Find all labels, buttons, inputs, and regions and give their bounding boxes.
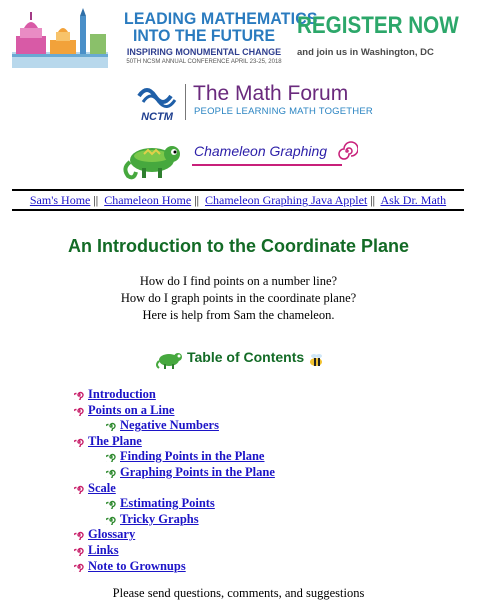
nctm-logo-text: NCTM [141,111,173,122]
nav-separator: || [370,193,376,207]
intro-line-1: How do I find points on a number line? [139,274,338,288]
toc-item[interactable] [74,387,424,403]
toc-item[interactable] [74,481,424,497]
toc-item[interactable] [74,527,424,543]
spiral-bullet-icon [74,530,84,540]
toc-item[interactable] [74,496,424,512]
toc-link-glossary[interactable]: Glossary [88,527,136,542]
spiral-bullet-icon [74,437,84,447]
spiral-bullet-icon [74,546,84,556]
toc-item[interactable] [74,418,424,434]
banner-headline-line-2: INTO THE FUTURE [133,26,275,45]
toc-item[interactable] [74,543,424,559]
nav-link-java-applet[interactable]: Chameleon Graphing Java Applet [204,193,368,207]
spiral-bullet-icon [106,452,116,462]
nav-link-chameleon-home[interactable]: Chameleon Home [104,193,192,207]
intro-line-2: How do I graph points in the coordinate plane? [120,291,357,305]
register-subtext: and join us in Washington, DC [297,47,434,58]
footer-text: Please send questions, comments, and suggestions [112,586,365,600]
nctm-logo-icon [133,82,181,122]
toc-link-estimating-points[interactable]: Estimating Points [120,496,215,511]
toc-item[interactable] [74,559,424,575]
toc-item[interactable] [74,403,424,419]
spiral-bullet-icon [106,468,116,478]
spiral-bullet-icon [106,515,116,525]
chameleon-tongue-line [192,164,342,166]
toc-link-points-on-a-line[interactable]: Points on a Line [88,402,175,417]
banner-headline-block [118,9,318,66]
toc-link-finding-points[interactable]: Finding Points in the Plane [120,449,265,464]
small-chameleon-icon [155,349,185,371]
register-now-text[interactable]: REGISTER NOW [297,12,459,39]
toc-item[interactable] [74,449,424,465]
toc-link-links[interactable]: Links [88,542,119,557]
banner-conference-info: 50TH NCSM ANNUAL CONFERENCE APRIL 23-25, 2018 [126,59,282,65]
table-of-contents [74,387,424,574]
toc-link-introduction[interactable]: Introduction [88,387,156,401]
spiral-bullet-icon [74,484,84,494]
math-forum-tagline: PEOPLE LEARNING MATH TOGETHER [194,106,373,117]
toc-title: Table of Contents [187,349,305,365]
nav-separator: || [93,193,99,207]
math-forum-logo[interactable] [133,82,373,124]
toc-item[interactable] [74,465,424,481]
intro-text [0,273,477,324]
nav-link-ask-dr-math[interactable]: Ask Dr. Math [380,193,447,207]
toc-link-negative-numbers[interactable]: Negative Numbers [120,418,219,433]
spiral-bullet-icon [106,421,116,431]
nav-link-sams-home[interactable]: Sam's Home [29,193,91,207]
chameleon-graphing-title[interactable]: Chameleon Graphing [194,143,328,159]
nav-separator: || [194,193,199,207]
page-title: An Introduction to the Coordinate Plane [68,236,409,256]
toc-link-graphing-points[interactable]: Graphing Points in the Plane [120,464,275,479]
banner-register-block[interactable] [297,12,464,60]
intro-line-3: Here is help from Sam the chameleon. [142,308,335,322]
capitol-illustration-icon [12,6,108,68]
toc-heading [155,348,325,372]
banner-subhead: INSPIRING MONUMENTAL CHANGE [126,47,282,57]
math-forum-title: The Math Forum [193,82,349,105]
toc-link-the-plane[interactable]: The Plane [88,433,142,448]
toc-item[interactable] [74,512,424,528]
spiral-bullet-icon [74,562,84,572]
spiral-bullet-icon [74,406,84,416]
spiral-bullet-icon [74,390,84,400]
chameleon-icon [122,138,188,182]
chameleon-graphing-header[interactable] [122,138,357,182]
top-navigation [12,189,464,211]
spiral-icon [336,140,358,162]
bee-icon [307,351,325,369]
toc-link-scale[interactable]: Scale [88,480,116,495]
conference-banner[interactable] [12,6,464,68]
toc-link-note-to-grownups[interactable]: Note to Grownups [88,558,186,573]
logo-divider [185,84,186,120]
banner-headline-line-1: LEADING MATHEMATICS [124,9,318,28]
spiral-bullet-icon [106,499,116,509]
toc-link-tricky-graphs[interactable]: Tricky Graphs [120,511,199,526]
toc-item[interactable] [74,434,424,450]
